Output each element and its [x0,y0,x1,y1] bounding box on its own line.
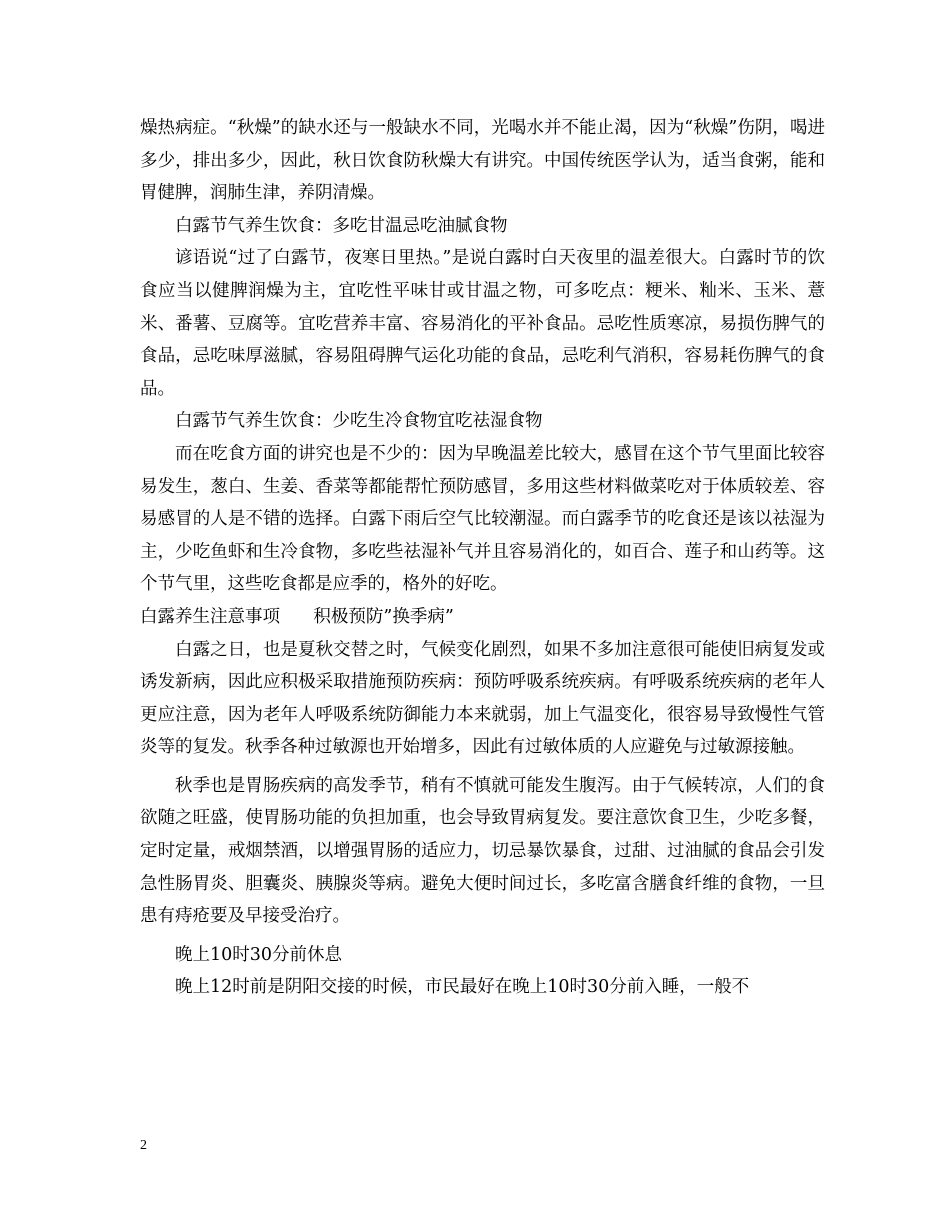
paragraph-4: 白露之日，也是夏秋交替之时，气候变化剧烈，如果不多加注意很可能使旧病复发或诱发新病，因此应积极采取措施预防疾病：预防呼吸系统疾病。有呼吸系统疾病的老年人更应注意，因为老年人呼吸系统防御能力本来就弱，加上气温变化，很容易导致慢性气管炎等的复发。秋季各种过敏源也开始增多，因此有过敏体质的人应避免与过敏源接触。 [140,639,825,758]
subheading-diet-warm: 白露节气养生饮食：多吃甘温忌吃油腻食物 [175,215,508,236]
paragraph-6: 晚上12时前是阴阳交接的时候，市民最好在晚上10时30分前入睡，一般不 [175,977,750,998]
paragraph-2: 谚语说“过了白露节，夜寒日里热。”是说白露时白天夜里的温差很大。白露时节的饮食应当以健脾润燥为主，宜吃性平味甘或甘温之物，可多吃点：粳米、籼米、玉米、薏米、番薯、豆腐等。宜吃营养丰富、容易消化的平补食品。忌吃性质寒凉，易损伤脾气的食品，忌吃味厚滋腻，容易阻碍脾气运化功能的食品，忌吃利气消积，容易耗伤脾气的食品。 [140,248,825,399]
paragraph-3: 而在吃食方面的讲究也是不少的：因为早晚温差比较大，感冒在这个节气里面比较容易发生，葱白、生姜、香菜等都能帮忙预防感冒，多用这些材料做菜吃对于体质较差、容易感冒的人是不错的选择。白露下雨后空气比较潮湿。而白露季节的吃食还是该以祛湿为主，少吃鱼虾和生冷食物，多吃些祛湿补气并且容易消化的，如百合、莲子和山药等。这个节气里，这些吃食都是应季的，格外的好吃。 [140,443,825,595]
section-heading-precautions: 白露养生注意事项 积极预防”换季病” [140,606,454,627]
subheading-rest: 晚上10时30分前休息 [175,944,343,965]
paragraph-5: 秋季也是胃肠疾病的高发季节，稍有不慎就可能发生腹泻。由于气候转凉，人们的食欲随之旺盛，使胃肠功能的负担加重，也会导致胃病复发。要注意饮食卫生，少吃多餐，定时定量，戒烟禁酒，以增强胃肠的适应力，切忌暴饮暴食，过甜、过油腻的食品会引发急性肠胃炎、胆囊炎、胰腺炎等病。避免大便时间过长，多吃富含膳食纤维的食物，一旦患有痔疮要及早接受治疗。 [140,775,825,927]
document-body [140,112,825,1004]
paragraph-1: 燥热病症。“秋燥”的缺水还与一般缺水不同，光喝水并不能止渴，因为“秋燥”伤阴，喝进多少，排出多少，因此，秋日饮食防秋燥大有讲究。中国传统医学认为，适当食粥，能和胃健脾，润肺生津，养阴清燥。 [140,118,825,204]
page-number: 2 [140,1138,147,1153]
subheading-diet-damp: 白露节气养生饮食：少吃生冷食物宜吃祛湿食物 [175,411,543,432]
